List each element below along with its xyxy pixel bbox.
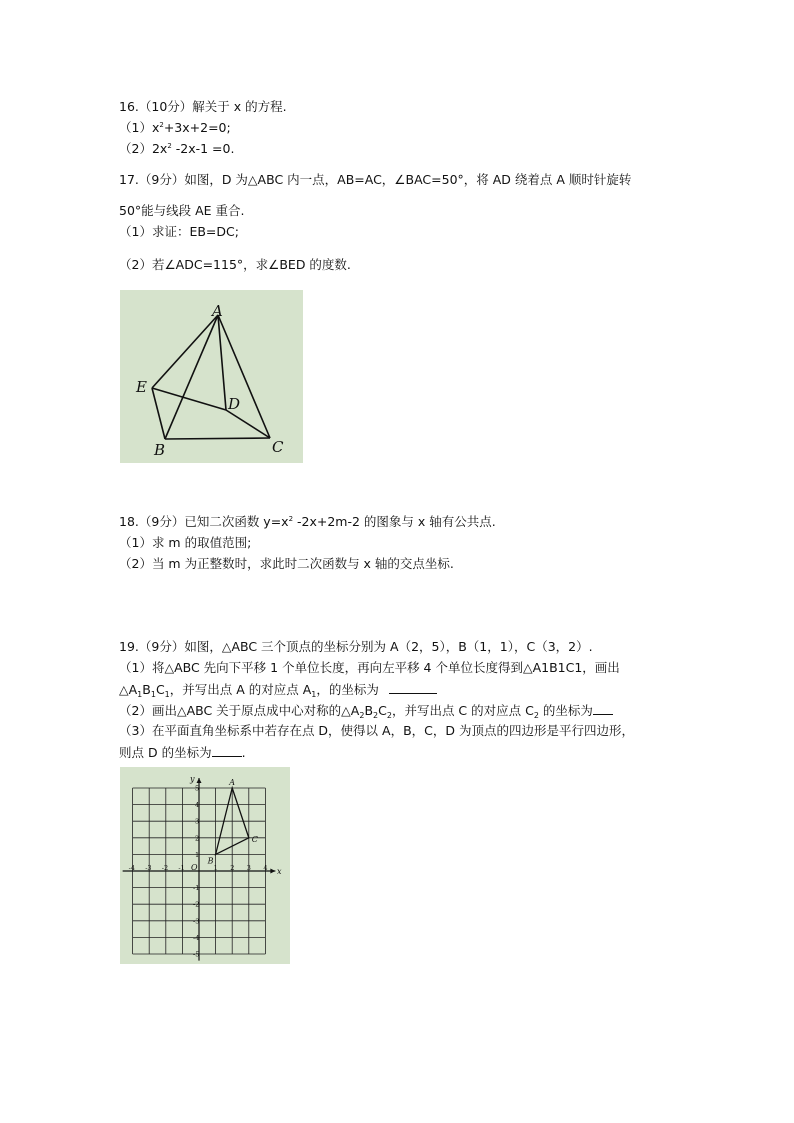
- x-tick-label: -2: [161, 864, 169, 872]
- q17-line2: 50°能与线段 AE 重合.: [119, 203, 245, 218]
- q19-p1-sub3: 1: [164, 690, 170, 699]
- q19-part2-answer-blank[interactable]: [593, 702, 613, 715]
- q16-part2-exp: 2: [167, 142, 172, 150]
- segment-ED: [152, 388, 226, 410]
- y-tick-label: 2: [195, 834, 200, 843]
- q16-part2-rest: -2x-1 =0.: [171, 141, 235, 156]
- q19-p1-sub1: 1: [137, 690, 143, 699]
- q18-part1: （1）求 m 的取值范围;: [119, 535, 252, 550]
- segment-AB: [165, 315, 218, 439]
- q19-part3-line1: （3）在平面直角坐标系中若存在点 D，使得以 A，B，C，D 为顶点的四边形是平行四边形，: [119, 723, 634, 738]
- q19-p3-end: .: [241, 745, 246, 760]
- x-tick-label: 2: [230, 864, 235, 872]
- q19-p1-text-e: ，的坐标为: [316, 682, 379, 697]
- q16-part1-base: x: [151, 120, 160, 135]
- q19-part1-line1: （1）将△ABC 先向下平移 1 个单位长度，再向左平移 4 个单位长度得到△A1B1C1，画出: [119, 660, 620, 675]
- q19-p2-text-b: B: [364, 703, 374, 718]
- y-axis-arrow: [197, 778, 202, 783]
- x-tick-label: -1: [178, 864, 185, 872]
- q19-p2-sub4: 2: [533, 711, 539, 720]
- q19-p2-sub2: 2: [373, 711, 379, 720]
- q18-part2: （2）当 m 为正整数时，求此时二次函数与 x 轴的交点坐标.: [119, 556, 454, 571]
- x-axis-label: x: [277, 867, 282, 876]
- label-B: B: [154, 441, 166, 459]
- segment-BC: [165, 438, 270, 439]
- origin-label: O: [191, 863, 198, 872]
- q19-p1-sub2: 1: [150, 690, 156, 699]
- q18-title-a: 18.（9分）已知二次函数 y=x: [119, 514, 289, 529]
- q16-part2: [119, 141, 234, 159]
- q17-figure: [120, 290, 303, 463]
- q16-part2-prefix: （2）: [119, 141, 152, 156]
- label-A: A: [212, 302, 223, 320]
- q19-p2-sub1: 2: [359, 711, 365, 720]
- label-D: D: [228, 395, 241, 413]
- q19-p1-text-d: ，并写出点 A 的对应点 A: [169, 682, 312, 697]
- q19-p1-text-b: B: [142, 682, 151, 697]
- q19-p1-text-c: C: [155, 682, 165, 697]
- y-tick-label: 3: [195, 817, 200, 826]
- q19-part1-answer-blank[interactable]: [389, 681, 437, 694]
- label-E: E: [136, 378, 147, 396]
- q17-line1: 17.（9分）如图，D 为△ABC 内一点，AB=AC，∠BAC=50°，将 AD 绕着点 A 顺时针旋转: [119, 172, 632, 187]
- q17-part1: （1）求证：EB=DC;: [119, 224, 239, 239]
- segment-EB: [152, 388, 165, 439]
- x-tick-label: -3: [145, 864, 152, 872]
- x-axis-arrow: [270, 869, 275, 874]
- q19-p2-text-a: （2）画出△ABC 关于原点成中心对称的△A: [119, 703, 360, 718]
- q19-p1-sub4: 1: [311, 690, 317, 699]
- q19-part2: [119, 702, 613, 721]
- q18-title-exp: 2: [288, 515, 294, 523]
- y-axis-label: y: [190, 774, 195, 784]
- q16-part1-exp: 2: [159, 121, 164, 129]
- y-tick-label: -1: [193, 884, 200, 893]
- x-tick-label: 3: [246, 864, 251, 872]
- q16-part1: [119, 120, 231, 138]
- q19-title: 19.（9分）如图，△ABC 三个顶点的坐标分别为 A（2，5），B（1，1），C（3，2）.: [119, 639, 593, 654]
- q18-title: [119, 514, 496, 532]
- y-tick-label: -3: [193, 917, 200, 926]
- q17-part2: （2）若∠ADC=115°，求∠BED 的度数.: [119, 257, 351, 272]
- y-tick-label: -2: [193, 900, 200, 909]
- q16-part2-base: 2x: [151, 141, 168, 156]
- q16-part1-rest: +3x+2=0;: [163, 120, 231, 135]
- q19-p1-text-a: △A: [119, 682, 138, 697]
- q19-part3-line2: [119, 744, 246, 761]
- q18-title-b: -2x+2m-2 的图象与 x 轴有公共点.: [293, 514, 496, 529]
- x-tick-label: 4: [263, 864, 268, 872]
- point-label-A: A: [229, 778, 235, 787]
- segment-AC: [218, 315, 270, 438]
- point-label-C: C: [251, 834, 258, 844]
- y-tick-label: 5: [195, 784, 200, 793]
- q19-p3-text: 则点 D 的坐标为: [119, 745, 212, 760]
- q16-title: 16.（10分）解关于 x 的方程.: [119, 99, 287, 114]
- q19-p2-text-c: C: [378, 703, 387, 718]
- q19-p2-text-d: ，并写出点 C 的对应点 C: [391, 703, 534, 718]
- y-tick-label: -4: [193, 933, 200, 942]
- x-tick-label: -4: [128, 864, 135, 872]
- x-tick-label: 1: [213, 864, 218, 872]
- q19-part3-answer-blank[interactable]: [212, 744, 242, 757]
- q19-p2-text-e: 的坐标为: [538, 703, 593, 718]
- q19-figure: [120, 767, 290, 964]
- label-C: C: [272, 438, 284, 456]
- q19-p2-sub3: 2: [386, 711, 392, 720]
- q19-part1-line2: [119, 681, 437, 700]
- segment-AE: [152, 315, 218, 388]
- q16-part1-prefix: （1）: [119, 120, 152, 135]
- q19-coordinate-grid: [120, 767, 290, 964]
- y-tick-label: 4: [195, 801, 200, 810]
- y-tick-label: 1: [195, 850, 200, 859]
- point-label-B: B: [207, 856, 214, 866]
- y-tick-label: -5: [193, 950, 200, 959]
- q17-triangle-diagram: [120, 290, 303, 463]
